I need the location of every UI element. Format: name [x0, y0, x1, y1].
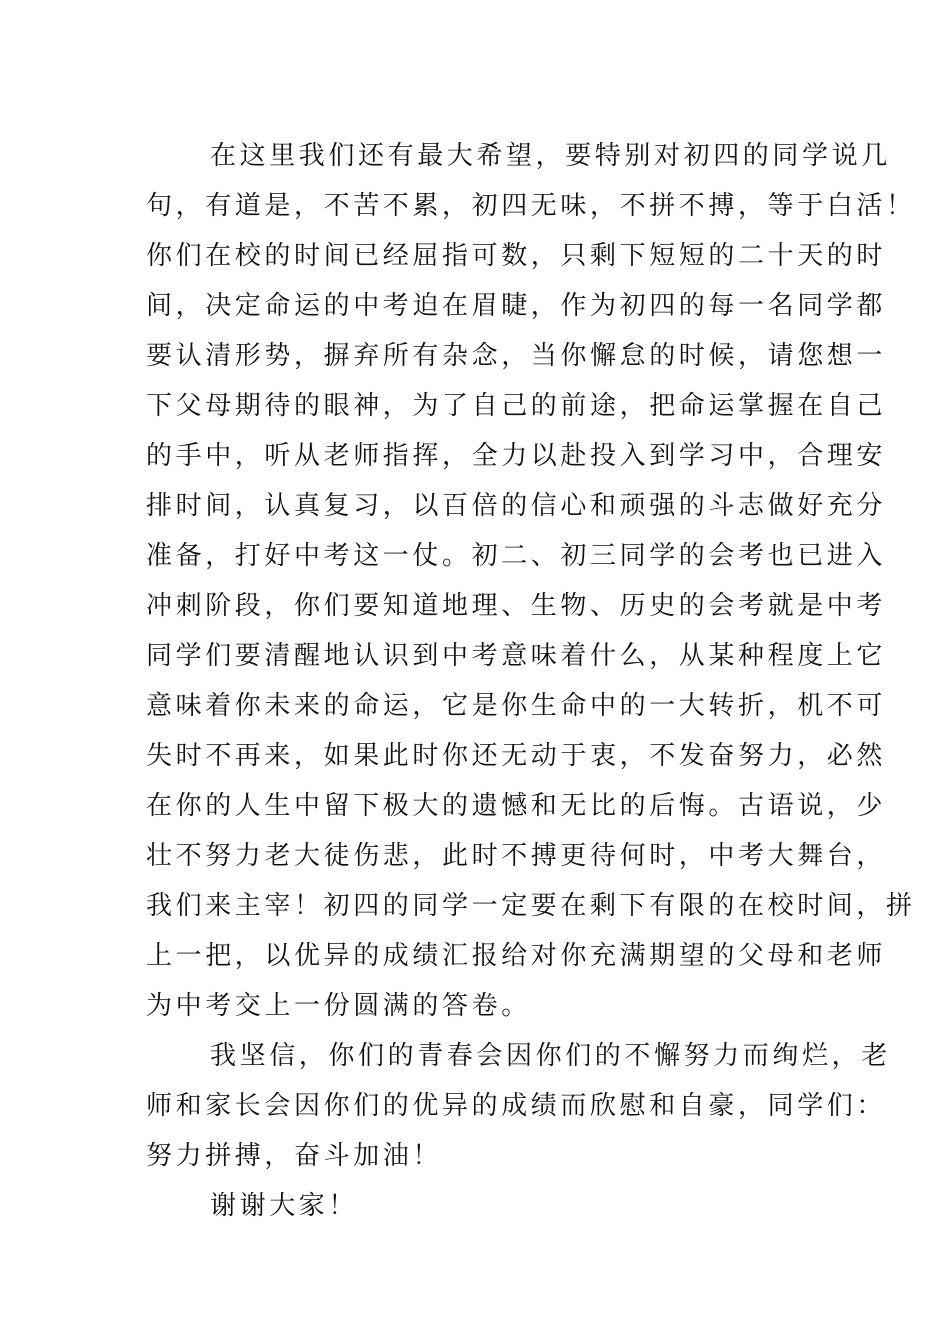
paragraph-line: 你们在校的时间已经屈指可数，只剩下短短的二十天的时: [146, 241, 887, 271]
paragraph-line: 意味着你未来的命运，它是你生命中的一大转折，机不可: [146, 691, 887, 721]
closing-line: 谢谢大家！: [210, 1191, 359, 1221]
paragraph-line: 间，决定命运的中考迫在眉睫，作为初四的每一名同学都: [146, 291, 887, 321]
paragraph-1: [146, 131, 916, 1031]
paragraph-line: 的手中，听从老师指挥，全力以赴投入到学习中，合理安: [146, 441, 887, 471]
paragraph-line: 要认清形势，摒弃所有杂念，当你懈怠的时候，请您想一: [146, 341, 887, 371]
paragraph-line: 排时间，认真复习，以百倍的信心和顽强的斗志做好充分: [146, 491, 887, 521]
paragraph-2: [146, 1031, 891, 1181]
paragraph-line: 准备，打好中考这一仗。初二、初三同学的会考也已进入: [146, 541, 887, 571]
closing-paragraph: [146, 1181, 808, 1231]
paragraph-line: 壮不努力老大徒伤悲，此时不搏更待何时，中考大舞台，: [146, 841, 887, 871]
paragraph-line: 失时不再来，如果此时你还无动于衷，不发奋努力，必然: [146, 741, 887, 771]
paragraph-line: 在你的人生中留下极大的遗憾和无比的后悔。古语说，少: [146, 791, 887, 821]
paragraph-line: 为中考交上一份圆满的答卷。: [146, 991, 531, 1021]
paragraph-line: 冲刺阶段，你们要知道地理、生物、历史的会考就是中考: [146, 591, 887, 621]
paragraph-line: 在这里我们还有最大希望，要特别对初四的同学说几: [210, 141, 891, 171]
paragraph-line: 上一把，以优异的成绩汇报给对你充满期望的父母和老师: [146, 941, 887, 971]
paragraph-line: 句，有道是，不苦不累，初四无味，不拼不搏，等于白活！: [146, 191, 916, 221]
paragraph-line: 我们来主宰！初四的同学一定要在剩下有限的在校时间，拼: [146, 891, 916, 921]
paragraph-line: 努力拼搏，奋斗加油！: [146, 1141, 443, 1171]
document-body: [146, 131, 916, 1231]
paragraph-line: 师和家长会因你们的优异的成绩而欣慰和自豪，同学们：: [146, 1091, 887, 1121]
paragraph-line: 同学们要清醒地认识到中考意味着什么，从某种程度上它: [146, 641, 887, 671]
paragraph-line: 我坚信，你们的青春会因你们的不懈努力而绚烂，老: [210, 1041, 891, 1071]
paragraph-line: 下父母期待的眼神，为了自己的前途，把命运掌握在自己: [146, 391, 887, 421]
